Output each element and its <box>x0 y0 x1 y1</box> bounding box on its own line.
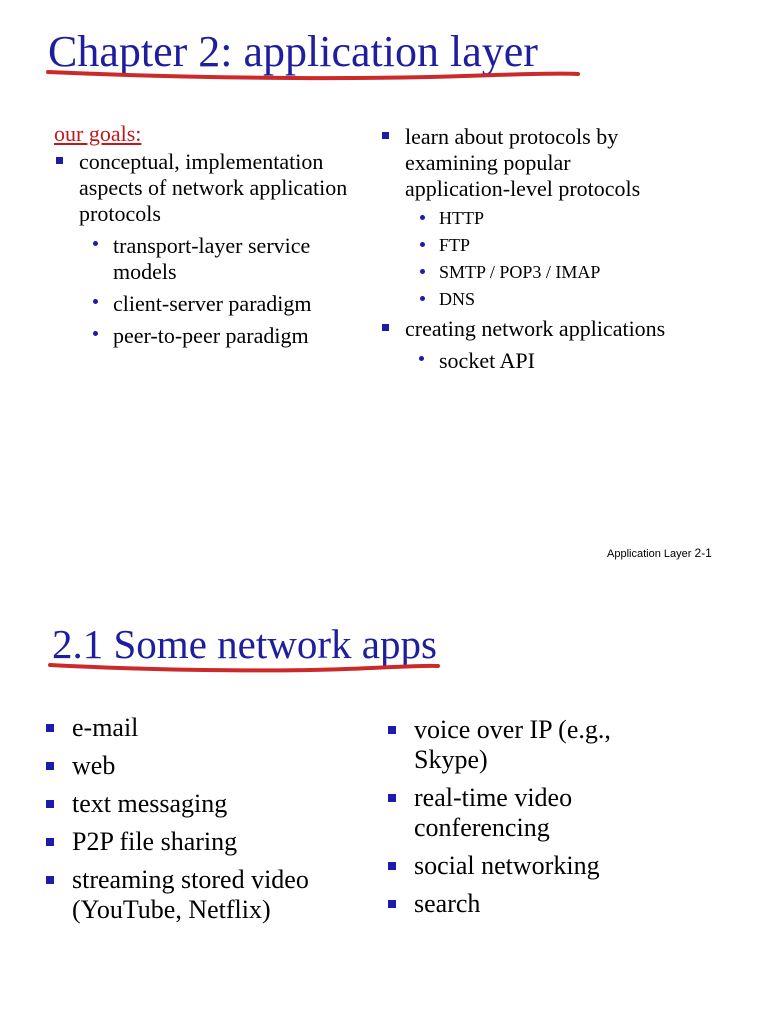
list-item <box>54 149 354 227</box>
list-item <box>386 889 686 919</box>
list-item-text: e-mail <box>72 713 139 742</box>
sub-list-item <box>54 323 354 349</box>
list-item <box>44 751 364 781</box>
slide-footer <box>607 546 712 560</box>
square-bullet-icon <box>382 132 389 139</box>
list-item-text: P2P file sharing <box>72 827 238 856</box>
sub-list-item <box>380 207 680 229</box>
sub-list-item <box>54 291 354 317</box>
footer-label: Application Layer <box>607 548 692 560</box>
left-column <box>44 713 364 933</box>
page-number: 2-1 <box>694 546 712 560</box>
title-underline <box>44 68 584 84</box>
list-item <box>44 827 364 857</box>
dot-bullet-icon <box>93 241 98 246</box>
dot-bullet-icon <box>93 299 98 304</box>
list-item <box>386 851 686 881</box>
sub-list-item-text: client-server paradigm <box>113 291 312 316</box>
square-bullet-icon <box>46 724 54 732</box>
list-item-text: conceptual, implementation aspects of network application protocols <box>79 149 348 226</box>
sub-list-item <box>54 233 354 285</box>
sub-list-item-text: DNS <box>439 289 476 309</box>
sub-list-item <box>380 348 680 374</box>
square-bullet-icon <box>46 800 54 808</box>
slide-1-title: Chapter 2: application layer <box>48 27 538 76</box>
title-underline <box>46 660 446 676</box>
sub-list-item-text: transport-layer service models <box>113 233 311 284</box>
dot-bullet-icon <box>420 269 425 274</box>
square-bullet-icon <box>388 862 396 870</box>
dot-bullet-icon <box>420 296 425 301</box>
sub-list-item-text: SMTP / POP3 / IMAP <box>439 262 601 282</box>
dot-bullet-icon <box>93 331 98 336</box>
list-item-text: learn about protocols by examining popular application-level protocols <box>405 124 641 201</box>
square-bullet-icon <box>46 876 54 884</box>
list-item-text: creating network applications <box>405 316 666 341</box>
list-item-text: social networking <box>414 851 600 880</box>
dot-bullet-icon <box>419 356 424 361</box>
left-column <box>54 121 354 349</box>
sub-list-item-text: HTTP <box>439 208 484 228</box>
list-item <box>44 865 364 925</box>
sub-list-item <box>380 261 680 283</box>
slide-2-title: 2.1 Some network apps <box>52 621 437 667</box>
square-bullet-icon <box>56 157 63 164</box>
square-bullet-icon <box>388 726 396 734</box>
right-column <box>380 124 680 374</box>
list-item <box>380 316 680 342</box>
dot-bullet-icon <box>420 215 425 220</box>
square-bullet-icon <box>382 324 389 331</box>
square-bullet-icon <box>46 838 54 846</box>
list-item <box>380 124 680 202</box>
square-bullet-icon <box>388 900 396 908</box>
sub-list-item-text: FTP <box>439 235 471 255</box>
list-item-text: real-time video conferencing <box>414 783 573 842</box>
square-bullet-icon <box>46 762 54 770</box>
list-item <box>386 783 686 843</box>
sub-list-item-text: socket API <box>439 348 535 373</box>
list-item-text: search <box>414 889 481 918</box>
right-column <box>386 715 686 927</box>
sub-list-item <box>380 288 680 310</box>
slide-2 <box>0 580 768 1024</box>
list-item-text: text messaging <box>72 789 228 818</box>
list-item-text: web <box>72 751 116 780</box>
list-item <box>44 789 364 819</box>
list-item <box>44 713 364 743</box>
list-item <box>386 715 686 775</box>
list-item-text: streaming stored video (YouTube, Netflix) <box>72 865 309 924</box>
goals-heading: our goals: <box>54 121 142 146</box>
dot-bullet-icon <box>420 242 425 247</box>
list-item-text: voice over IP (e.g., Skype) <box>414 715 611 774</box>
sub-list-item-text: peer-to-peer paradigm <box>113 323 309 348</box>
sub-list-item <box>380 234 680 256</box>
square-bullet-icon <box>388 794 396 802</box>
